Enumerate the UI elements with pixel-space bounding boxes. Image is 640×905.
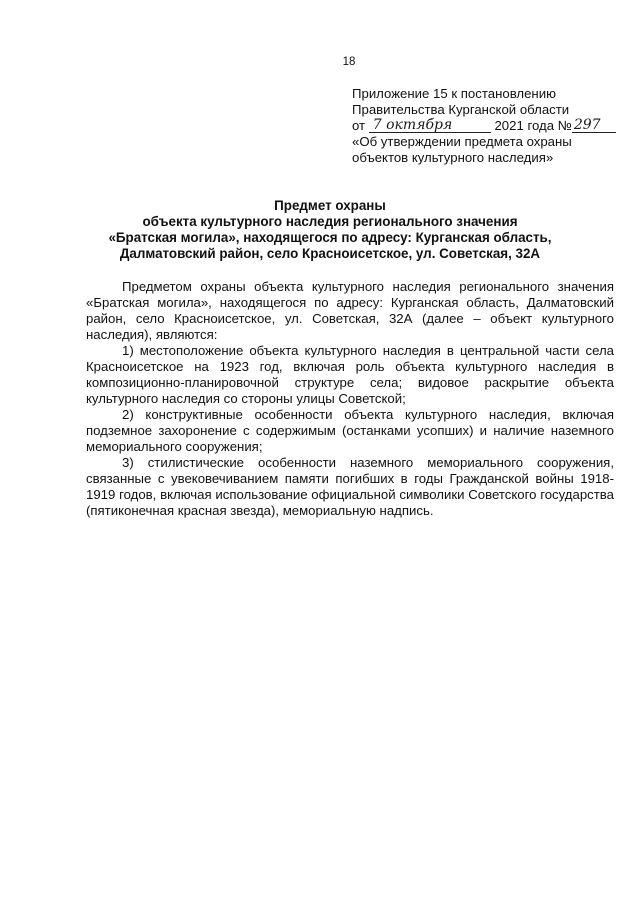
list-item-2: 2) конструктивные особенности объекта культурного наследия, включая подземное захоронение с содержимым (останками усопших) и наличие наземного мемориального сооружения; xyxy=(86,407,614,454)
title-line-1: Предмет охраны xyxy=(274,198,386,213)
document-body xyxy=(86,279,614,519)
year-label: 2021 года № xyxy=(494,118,572,133)
appendix-line-4: «Об утверждении предмета охраны xyxy=(352,134,572,149)
title-line-3: «Братская могила», находящегося по адресу: Курганская область, xyxy=(108,230,552,245)
appendix-header xyxy=(352,86,622,166)
appendix-line-5: объектов культурного наследия» xyxy=(352,150,554,165)
appendix-date-line xyxy=(352,118,622,134)
title-line-4: Далматовский район, село Красноисетское, ул. Советская, 32А xyxy=(119,246,541,261)
list-item-3: 3) стилистические особенности наземного мемориального сооружения, связанные с увековечиванием памяти погибших в годы Гражданской войны 1918-1919 годов, включая использование официальной символики Советского государства (пятиконечная красная звезда), мемориальную надпись. xyxy=(86,455,614,518)
from-label: от xyxy=(352,118,366,133)
list-item-1: 1) местоположение объекта культурного наследия в центральной части села Красноисетское на 1923 год, включая роль объекта культурного наследия в композиционно-планировочной структуре села; видовое раскрытие объекта культурного наследия со стороны улицы Советской; xyxy=(86,343,614,406)
intro-paragraph: Предметом охраны объекта культурного наследия регионального значения «Братская могила», находящегося по адресу: Курганская область, Далматовский район, село Красноисетское, ул. Советская, 32А (далее – объект культурного наследия), являются: xyxy=(86,279,614,342)
handwritten-number: 297 xyxy=(572,119,616,133)
handwritten-date: 7 октября xyxy=(369,119,491,133)
page-number: 18 xyxy=(342,56,356,68)
document-title xyxy=(60,198,600,262)
appendix-line-1: Приложение 15 к постановлению xyxy=(352,86,556,101)
appendix-line-2: Правительства Курганской области xyxy=(352,102,570,117)
title-line-2: объекта культурного наследия регионального значения xyxy=(142,214,518,229)
